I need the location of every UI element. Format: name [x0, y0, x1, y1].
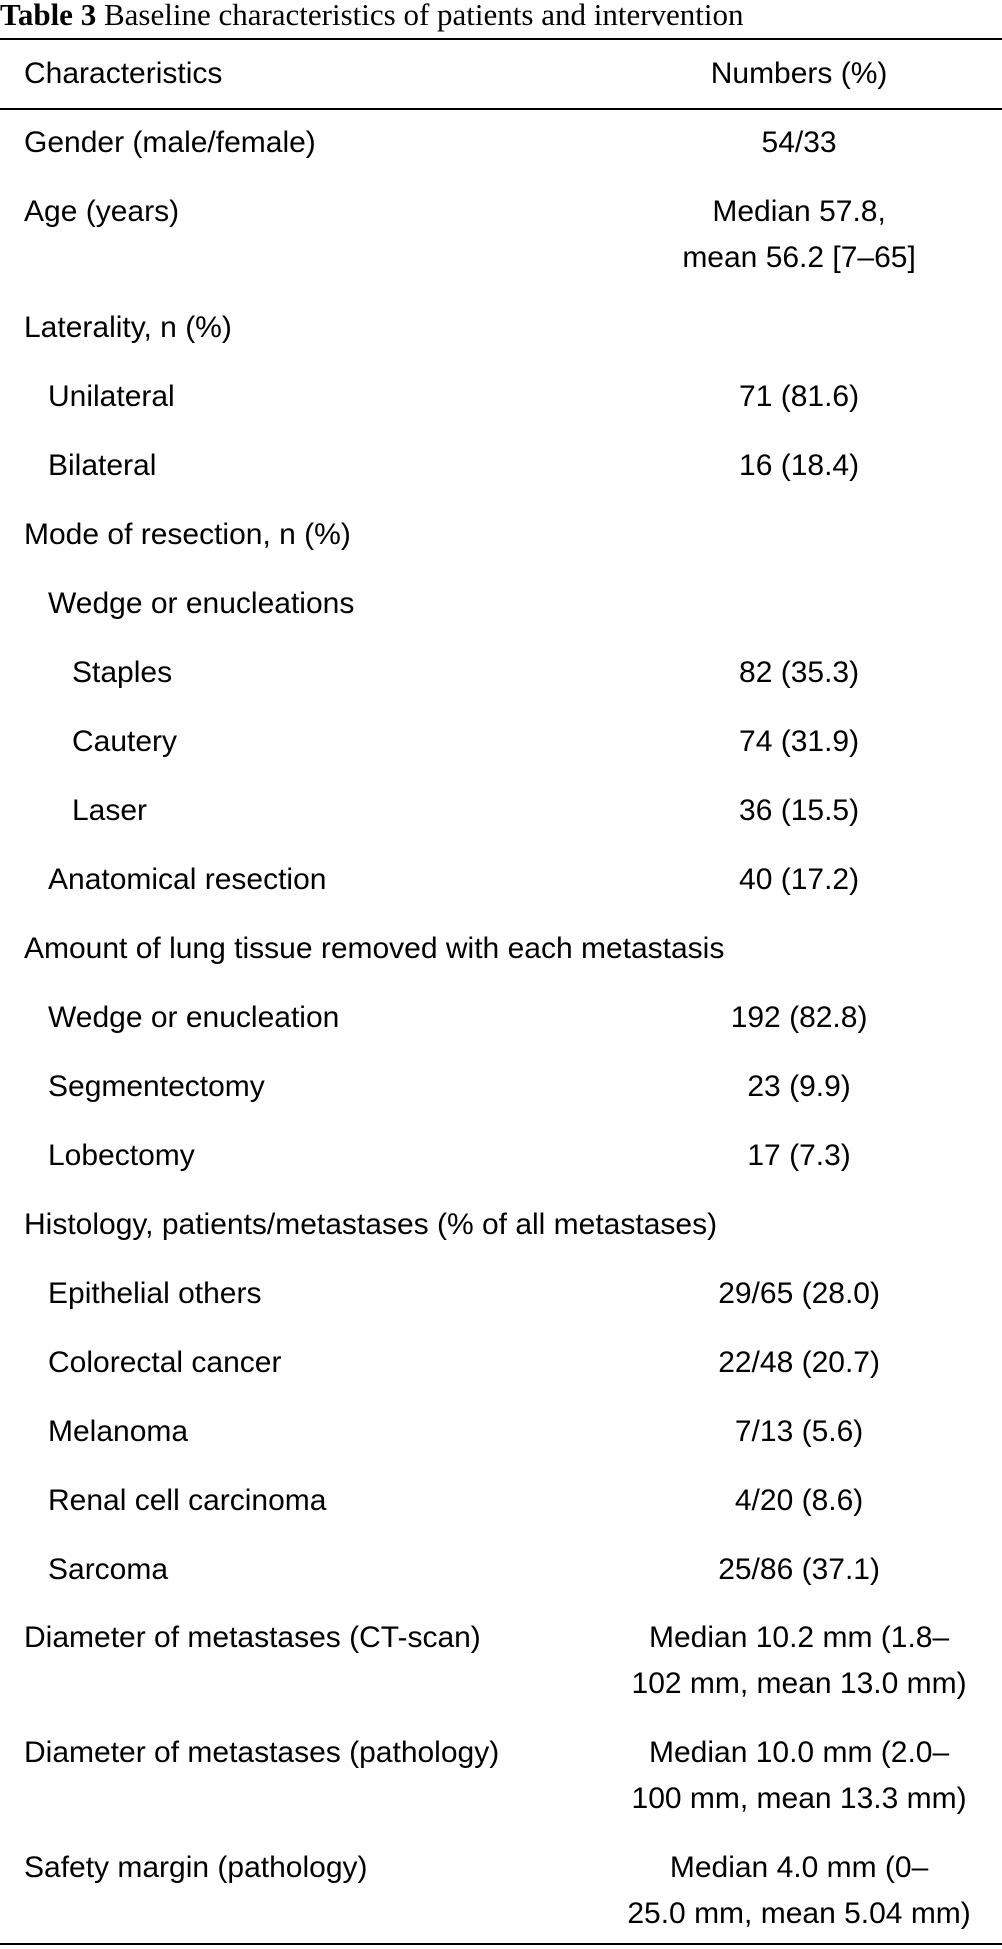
row-label: Wedge or enucleation [48, 1000, 340, 1034]
table-row [0, 1397, 1002, 1466]
row-label: Amount of lung tissue removed with each metastasis [24, 931, 725, 965]
row-label: Diameter of metastases (pathology) [24, 1736, 500, 1769]
table-caption [0, 0, 744, 40]
row-value-line: mean 56.2 [7–65] [682, 241, 916, 274]
table-row [0, 569, 1002, 638]
row-label: Laterality, n (%) [24, 310, 232, 344]
table-row [0, 914, 1002, 983]
row-label: Epithelial others [48, 1276, 262, 1310]
table-row [0, 431, 1002, 500]
row-label: Cautery [72, 724, 178, 758]
row-label: Staples [72, 655, 173, 689]
row-value: 16 (18.4) [739, 448, 860, 482]
row-value [596, 1719, 1002, 1834]
table-row [0, 1259, 1002, 1328]
row-label: Sarcoma [48, 1552, 169, 1586]
row-value: 4/20 (8.6) [734, 1483, 864, 1517]
row-value: 82 (35.3) [739, 655, 860, 689]
table-row [0, 500, 1002, 569]
row-value: 36 (15.5) [739, 793, 860, 827]
table-row [0, 1052, 1002, 1121]
table-row [0, 108, 1002, 178]
table-row [0, 1719, 1002, 1834]
row-value: 74 (31.9) [739, 724, 860, 758]
table-row [0, 178, 1002, 293]
table-row [0, 1604, 1002, 1719]
row-value-line: 100 mm, mean 13.3 mm) [631, 1782, 967, 1815]
row-label: Unilateral [48, 379, 175, 413]
table-caption-text: Baseline characteristics of patients and intervention [103, 0, 744, 32]
row-value: 192 (82.8) [730, 1000, 868, 1034]
row-value-line: 25.0 mm, mean 5.04 mm) [627, 1897, 971, 1930]
row-label: Age (years) [24, 195, 180, 228]
table-caption-label: Table 3 [0, 0, 97, 32]
row-value [596, 293, 1002, 362]
row-value [596, 1604, 1002, 1719]
row-label: Renal cell carcinoma [48, 1483, 327, 1517]
row-value: 22/48 (20.7) [718, 1345, 880, 1379]
row-value: 23 (9.9) [747, 1069, 851, 1103]
table-row [0, 845, 1002, 914]
table-row [0, 776, 1002, 845]
row-value [596, 569, 1002, 638]
row-value: 40 (17.2) [739, 862, 860, 896]
row-label: Colorectal cancer [48, 1345, 282, 1379]
baseline-table [0, 40, 1002, 1949]
row-label: Melanoma [48, 1414, 189, 1448]
table-row [0, 983, 1002, 1052]
row-label: Laser [72, 793, 148, 827]
row-value [596, 500, 1002, 569]
row-label: Bilateral [48, 448, 157, 482]
table-row [0, 707, 1002, 776]
table-row [0, 1190, 1002, 1259]
header-numbers: Numbers (%) [710, 57, 888, 90]
row-value: 54/33 [761, 126, 837, 159]
table-row [0, 638, 1002, 707]
row-value: 71 (81.6) [739, 379, 860, 413]
row-label: Mode of resection, n (%) [24, 517, 351, 551]
row-value [596, 1834, 1002, 1949]
table-row [0, 293, 1002, 362]
row-value-line: Median 10.0 mm (2.0– [649, 1736, 950, 1769]
row-value-line: Median 10.2 mm (1.8– [649, 1621, 950, 1654]
row-label: Wedge or enucleations [48, 586, 355, 620]
table-header-row [0, 40, 1002, 108]
row-label: Histology, patients/metastases (% of all metastases) [24, 1207, 718, 1241]
header-characteristics: Characteristics [24, 57, 223, 90]
table-row [0, 1535, 1002, 1604]
row-value: 25/86 (37.1) [718, 1552, 880, 1586]
row-label: Lobectomy [48, 1138, 195, 1172]
table-row [0, 1466, 1002, 1535]
row-value [596, 178, 1002, 293]
row-value-line: Median 4.0 mm (0– [669, 1851, 929, 1884]
row-label: Safety margin (pathology) [24, 1851, 368, 1884]
table-row [0, 362, 1002, 431]
table-row [0, 1328, 1002, 1397]
row-label: Segmentectomy [48, 1069, 265, 1103]
row-label: Diameter of metastases (CT-scan) [24, 1621, 481, 1654]
row-value: 7/13 (5.6) [734, 1414, 864, 1448]
table-row [0, 1121, 1002, 1190]
row-value: 17 (7.3) [747, 1138, 851, 1172]
row-value-line: 102 mm, mean 13.0 mm) [631, 1667, 967, 1700]
table-row [0, 1834, 1002, 1949]
row-label: Gender (male/female) [24, 126, 316, 159]
row-value-line: Median 57.8, [712, 195, 886, 228]
row-label: Anatomical resection [48, 862, 327, 896]
row-value: 29/65 (28.0) [718, 1276, 880, 1310]
